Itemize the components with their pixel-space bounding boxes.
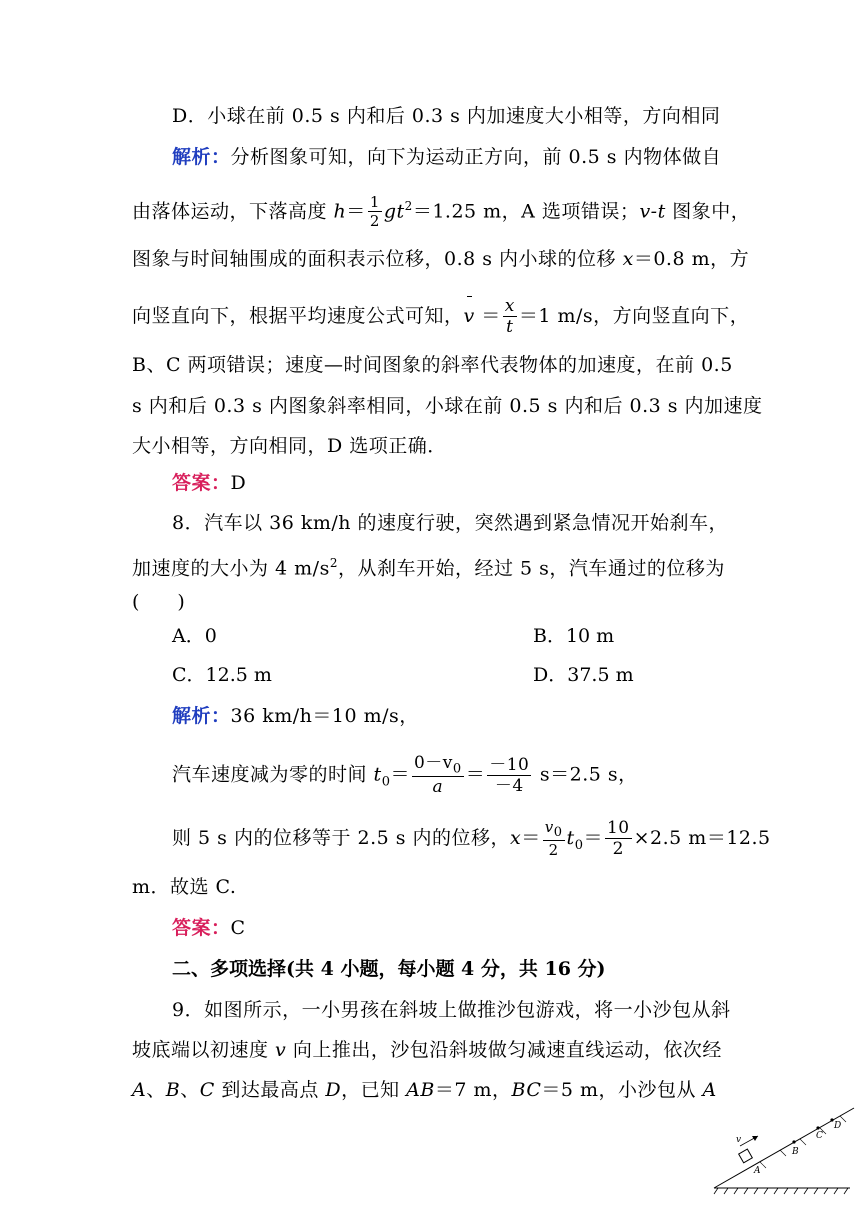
num: －10	[489, 754, 530, 775]
den: a	[432, 777, 444, 798]
text: 坡底端以初速度	[132, 1039, 276, 1061]
q8-option-b: B．10 m	[533, 625, 615, 647]
text: ＝1 m/s，方向竖直向下，	[518, 305, 750, 327]
sep: 、	[146, 1079, 166, 1101]
analysis-label: 解析：	[172, 146, 231, 168]
var-BC: BC	[511, 1079, 542, 1101]
sep: 、	[180, 1079, 200, 1101]
analysis2-line-1	[172, 702, 419, 730]
var-v-bar: v	[464, 302, 475, 330]
text: 图象与时间轴围成的面积表示位移，0.8 s 内小球的位移	[132, 248, 623, 270]
num: x	[504, 296, 515, 316]
text: 向竖直向下，根据平均速度公式可知，	[132, 305, 464, 327]
eq: ＝	[465, 763, 486, 786]
den: 2	[548, 841, 559, 859]
analysis-line-5: B、C 两项错误；速度—时间图象的斜率代表物体的加速度，在前 0.5	[132, 354, 733, 376]
text: 汽车速度减为零的时间	[172, 763, 374, 786]
var-D: D	[325, 1079, 342, 1101]
num-text: 0－v	[413, 753, 453, 773]
text: ，从刹车开始，经过 5 s，汽车通过的位移为	[337, 557, 725, 580]
den: －4	[494, 775, 524, 796]
var-A: A	[132, 1079, 147, 1101]
den: t	[506, 317, 514, 337]
num: 1	[369, 193, 380, 212]
fraction-time	[412, 755, 464, 796]
sub: 0	[574, 837, 584, 853]
answer-value: D	[230, 472, 247, 494]
var-B: B	[165, 1079, 181, 1101]
analysis-line-7: 大小相等，方向相同，D 选项正确．	[132, 435, 447, 457]
q8-line-2	[132, 549, 725, 582]
var-t: t	[373, 763, 382, 786]
var-v: v	[275, 1039, 287, 1061]
var-t: t	[566, 827, 575, 849]
q8-line-1: 8．汽车以 36 km/h 的速度行驶，突然遇到紧急情况开始刹车，	[172, 512, 729, 534]
analysis-line-4	[132, 298, 749, 336]
var-C: C	[199, 1079, 215, 1101]
fig-label-c: C	[816, 1131, 823, 1141]
var-gt: gt	[383, 200, 405, 223]
analysis-label: 解析：	[172, 705, 231, 727]
answer-value: C	[230, 917, 246, 939]
fig-label-b: B	[792, 1147, 799, 1157]
fig-label-v: v	[736, 1135, 742, 1145]
text: 则 5 s 内的位移等于 2.5 s 内的位移，	[172, 827, 511, 849]
num	[412, 755, 464, 777]
analysis2-line-4: m．故选 C.	[132, 876, 237, 898]
text: ＝5 m，小沙包从	[541, 1079, 703, 1101]
q8-paren: ( )	[132, 591, 185, 613]
eq: ＝	[521, 827, 541, 849]
q8-option-d: D．37.5 m	[533, 664, 634, 686]
analysis-text: 分析图象可知，向下为运动正方向，前 0.5 s 内物体做自	[230, 146, 722, 168]
q9-line-2	[132, 1036, 722, 1064]
num	[543, 820, 565, 841]
eq: ＝	[390, 763, 410, 786]
text: 到达最高点	[214, 1079, 326, 1101]
q9-line-1: 9．如图所示，一小男孩在斜坡上做推沙包游戏，将一小沙包从斜	[172, 999, 731, 1021]
den: 2	[369, 212, 380, 231]
eq: ＝	[474, 305, 501, 327]
fig-label-d: D	[834, 1121, 842, 1131]
point-c	[816, 1126, 819, 1129]
analysis2-line-3	[172, 820, 771, 860]
text: 图象中，	[665, 200, 751, 223]
var-vt: v-t	[639, 200, 666, 223]
fraction-v0-2	[543, 820, 565, 858]
text: ，已知	[341, 1079, 407, 1101]
fraction-half	[368, 195, 382, 229]
text: 由落体运动，下落高度	[132, 200, 334, 223]
eq: ＝	[583, 827, 603, 849]
text: ＝0.8 m，方	[633, 248, 750, 270]
text: 加速度的大小为 4 m/s	[132, 557, 330, 580]
analysis-line-1	[172, 143, 721, 171]
text: 向上推出，沙包沿斜坡做匀减速直线运动，依次经	[286, 1039, 722, 1061]
section-2-heading: 二、多项选择(共 4 小题，每小题 4 分，共 16 分)	[172, 958, 606, 980]
analysis-line-3	[132, 245, 749, 273]
sub: 0	[452, 761, 462, 777]
text: s＝2.5 s，	[533, 763, 638, 786]
answer-label: 答案：	[172, 472, 231, 494]
var-AB: AB	[406, 1079, 435, 1101]
answer-line-2	[172, 914, 246, 942]
text: ＝7 m，	[434, 1079, 512, 1101]
q8-option-c: C．12.5 m	[172, 664, 272, 686]
fig-label-a: A	[754, 1166, 761, 1176]
fraction-x-t	[503, 298, 517, 336]
fraction-values	[487, 754, 531, 796]
sup: 2	[329, 556, 338, 570]
var-A: A	[702, 1079, 717, 1101]
point-b	[792, 1140, 795, 1143]
num: 10	[606, 818, 630, 838]
text: ×2.5 m＝12.5	[633, 827, 771, 849]
sup: 2	[404, 199, 413, 213]
analysis-line-2	[132, 192, 750, 229]
eq: ＝	[346, 200, 366, 223]
text: ＝1.25 m，A 选项错误；	[412, 200, 640, 223]
analysis2-line-2	[172, 755, 638, 797]
analysis-line-6: s 内和后 0.3 s 内图象斜率相同，小球在前 0.5 s 内和后 0.3 s 内加速度	[132, 395, 763, 417]
fraction-10-2	[605, 820, 632, 858]
q8-option-a: A．0	[172, 625, 217, 647]
text: 36 km/h＝10 m/s，	[230, 705, 419, 727]
answer-line-1	[172, 469, 246, 497]
var-x: x	[622, 248, 634, 270]
q9-line-3	[132, 1076, 717, 1104]
sub: 0	[381, 774, 391, 790]
sandbag	[739, 1149, 753, 1163]
num-text: v	[544, 818, 554, 836]
var-x: x	[510, 827, 522, 849]
slope-figure	[700, 1100, 858, 1196]
sub: 0	[553, 825, 563, 840]
ground-hatch	[714, 1188, 848, 1194]
den: 2	[612, 839, 624, 859]
answer-label: 答案：	[172, 917, 231, 939]
option-d: D．小球在前 0.5 s 内和后 0.3 s 内加速度大小相等，方向相同	[172, 105, 721, 127]
var-h: h	[333, 200, 347, 223]
